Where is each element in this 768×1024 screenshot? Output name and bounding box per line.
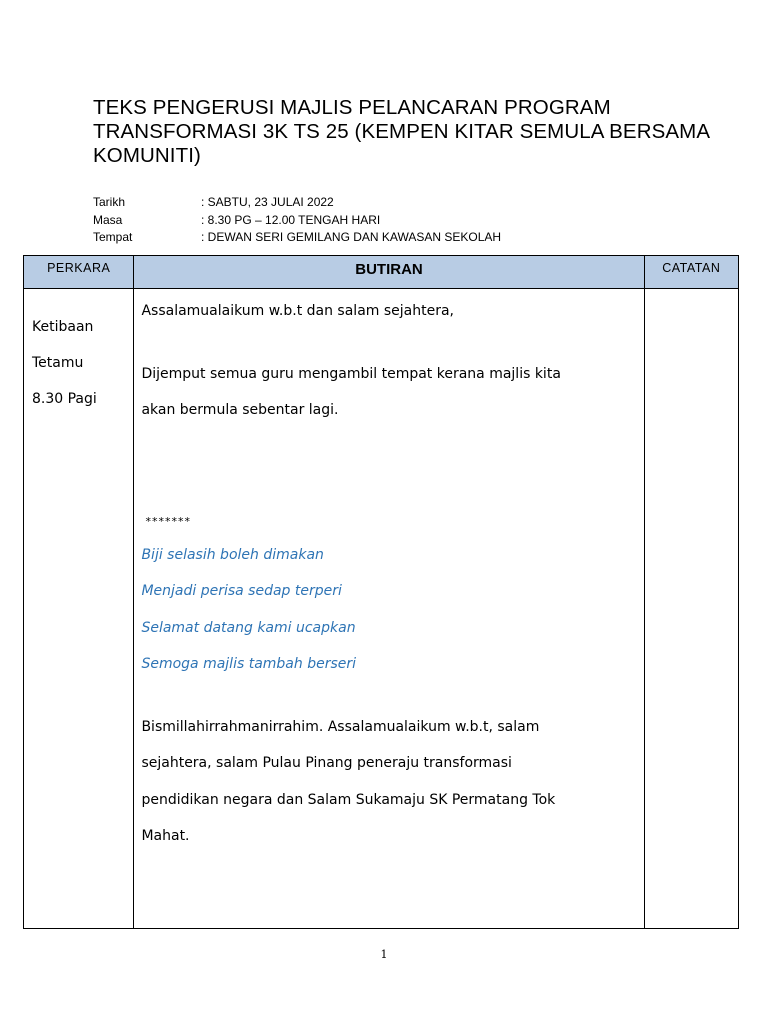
- event-details: [93, 194, 501, 247]
- header-perkara-label: PERKARA: [47, 261, 111, 275]
- opening-line: Mahat.: [141, 828, 190, 844]
- program-table: [23, 255, 739, 929]
- venue-label: Tempat: [93, 230, 133, 244]
- separator-stars: *******: [145, 514, 191, 528]
- header-catatan: [644, 256, 738, 289]
- page-number: 1: [380, 948, 388, 961]
- table-row: [24, 289, 739, 929]
- date-value: : SABTU, 23 JULAI 2022: [201, 195, 334, 209]
- event-time-row: [93, 212, 501, 230]
- invite-line: akan bermula sebentar lagi.: [141, 402, 339, 418]
- perkara-line: Ketibaan: [32, 319, 94, 335]
- opening-line: sejahtera, salam Pulau Pinang peneraju transformasi: [141, 755, 512, 771]
- table-header-row: [24, 256, 739, 289]
- event-date-row: [93, 194, 501, 212]
- perkara-line: Tetamu: [32, 355, 84, 371]
- verse-line: Biji selasih boleh dimakan: [141, 546, 324, 563]
- verse-line: Semoga majlis tambah berseri: [141, 656, 357, 672]
- verse-line: Menjadi perisa sedap terperi: [141, 583, 342, 599]
- butiran-cell: [134, 289, 644, 929]
- venue-value: : DEWAN SERI GEMILANG DAN KAWASAN SEKOLAH: [201, 230, 502, 244]
- opening-line: Bismillahirrahmanirrahim. Assalamualaikum w.b.t, salam: [141, 718, 540, 735]
- header-butiran: [134, 256, 644, 289]
- time-value: : 8.30 PG – 12.00 TENGAH HARI: [201, 212, 381, 227]
- perkara-line: 8.30 Pagi: [32, 391, 97, 407]
- header-catatan-label: CATATAN: [662, 261, 721, 275]
- greeting-text: Assalamualaikum w.b.t dan salam sejahtera,: [141, 303, 454, 319]
- header-butiran-label: BUTIRAN: [355, 261, 423, 278]
- opening-line: pendidikan negara dan Salam Sukamaju SK Permatang Tok: [141, 791, 556, 808]
- verse-line: Selamat datang kami ucapkan: [141, 619, 356, 636]
- catatan-cell: [644, 289, 738, 929]
- perkara-cell: [24, 289, 134, 929]
- time-label: Masa: [93, 212, 123, 227]
- date-label: Tarikh: [93, 195, 126, 209]
- event-venue-row: [93, 229, 501, 247]
- document-title: TEKS PENGERUSI MAJLIS PELANCARAN PROGRAM TRANSFORMASI 3K TS 25 (KEMPEN KITAR SEMULA BERSAMA KOMUNITI): [93, 96, 709, 167]
- invite-line: Dijemput semua guru mengambil tempat kerana majlis kita: [141, 365, 561, 382]
- header-perkara: [24, 256, 134, 289]
